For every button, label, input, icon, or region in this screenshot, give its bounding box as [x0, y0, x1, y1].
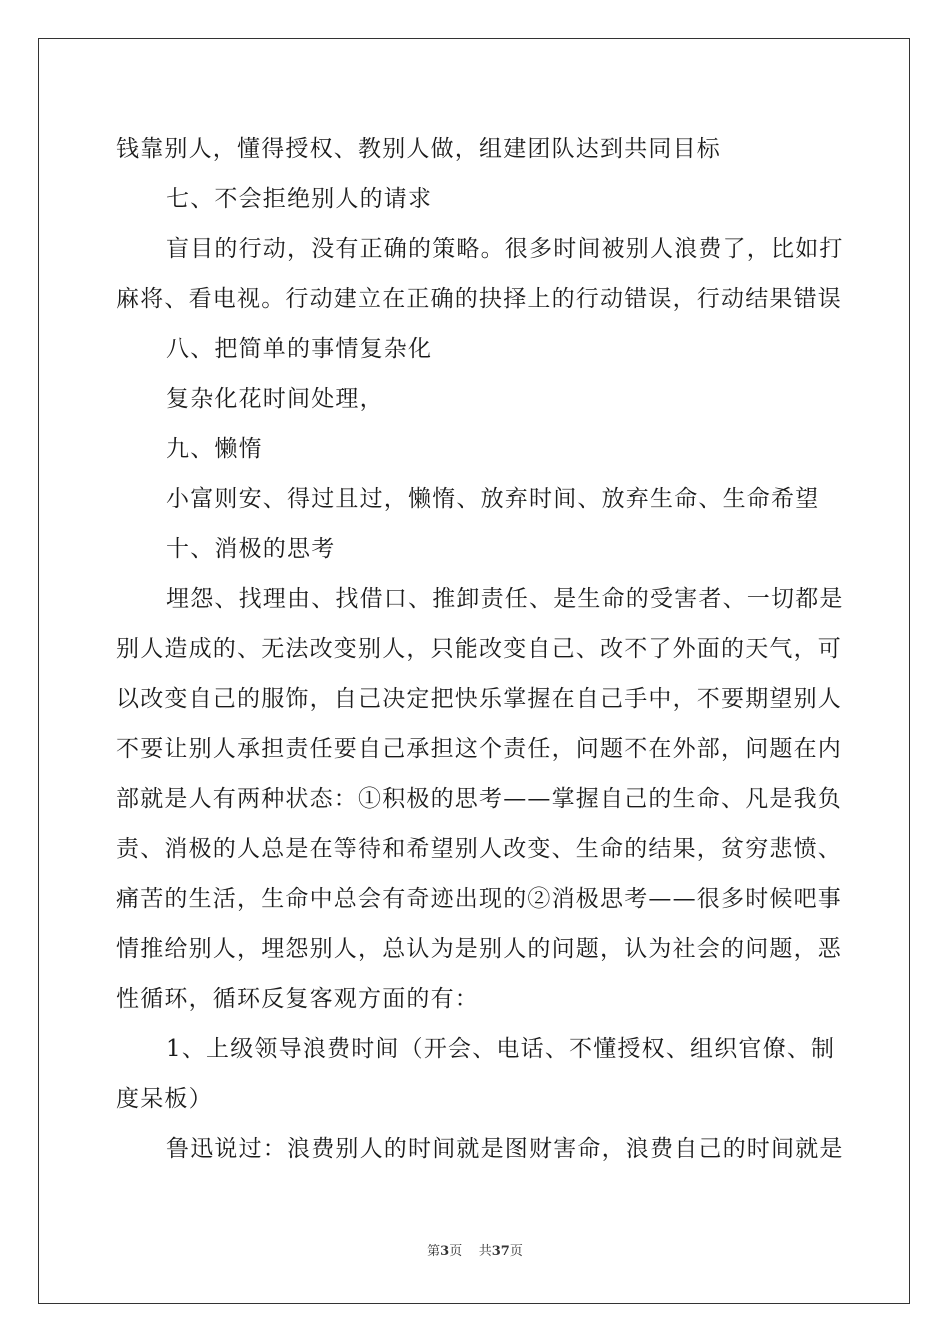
document-body [116, 124, 844, 1174]
text-line: 八、把简单的事情复杂化 [166, 336, 433, 362]
text-line: 九、懒惰 [166, 436, 263, 462]
text-line: 责、消极的人总是在等待和希望别人改变、生命的结果，贫穷悲愤、 [116, 836, 842, 862]
text-line: 以改变自己的服饰，自己决定把快乐掌握在自己手中，不要期望别人 [116, 686, 842, 712]
text-line: 痛苦的生活，生命中总会有奇迹出现的②消极思考——很多时候吧事 [116, 886, 842, 912]
text-line: 度呆板） [116, 1086, 213, 1112]
page-number: 3 [440, 1244, 450, 1259]
text-line: 性循环，循环反复客观方面的有： [116, 986, 479, 1012]
page-footer [0, 1240, 950, 1259]
total-label-prefix: 共 [478, 1244, 492, 1259]
page-label-suffix: 页 [449, 1244, 463, 1259]
text-line: 小富则安、得过且过，懒惰、放弃时间、放弃生命、生命希望 [166, 486, 820, 512]
text-line: 十、消极的思考 [166, 536, 336, 562]
text-line: 盲目的行动，没有正确的策略。很多时间被别人浪费了，比如打 [166, 236, 844, 262]
text-line: 部就是人有两种状态：①积极的思考——掌握自己的生命、凡是我负 [116, 786, 842, 812]
text-line: 钱靠别人，懂得授权、教别人做，组建团队达到共同目标 [116, 136, 721, 162]
text-line: 鲁迅说过：浪费别人的时间就是图财害命，浪费自己的时间就是 [166, 1136, 844, 1162]
text-line: 复杂化花时间处理， [166, 386, 384, 412]
total-label-suffix: 页 [509, 1244, 523, 1259]
page-label-prefix: 第 [427, 1244, 441, 1259]
total-pages: 37 [491, 1244, 510, 1259]
text-line: 情推给别人，埋怨别人，总认为是别人的问题，认为社会的问题，恶 [116, 936, 842, 962]
text-line: 七、不会拒绝别人的请求 [166, 186, 433, 212]
text-line: 不要让别人承担责任要自己承担这个责任，问题不在外部，问题在内 [116, 736, 842, 762]
text-line: 麻将、看电视。行动建立在正确的抉择上的行动错误，行动结果错误 [116, 286, 842, 312]
text-line: 1、上级领导浪费时间（开会、电话、不懂授权、组织官僚、制 [166, 1036, 836, 1062]
text-line: 别人造成的、无法改变别人，只能改变自己、改不了外面的天气，可 [116, 636, 842, 662]
text-line: 埋怨、找理由、找借口、推卸责任、是生命的受害者、一切都是 [166, 586, 844, 612]
